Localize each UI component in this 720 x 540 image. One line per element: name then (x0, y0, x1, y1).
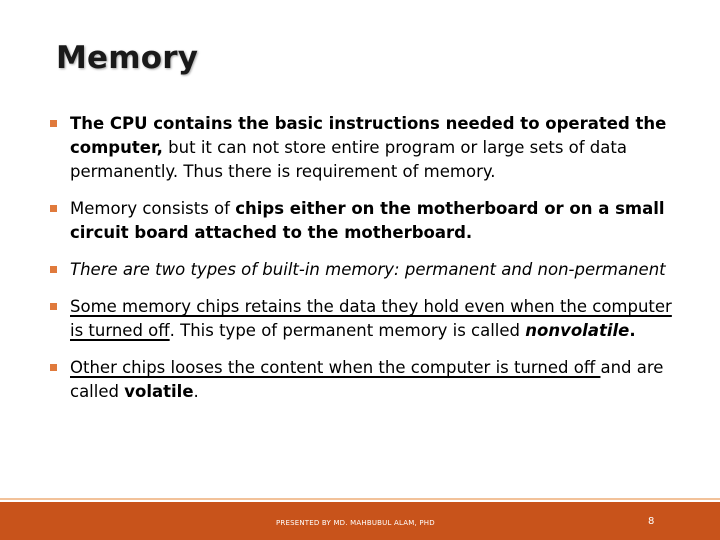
bullet-text-bold: chips either on the motherboard or on a small circuit board attached to the motherboard. (70, 199, 665, 242)
bullet-text-bold: . (629, 321, 636, 340)
bullet-text-bold: The CPU contains the basic instructions needed to operated the computer, (70, 114, 667, 157)
footer-presenter: PRESENTED BY MD. MAHBUBUL ALAM, PHD (276, 519, 435, 527)
square-bullet-icon (50, 303, 57, 310)
square-bullet-icon (50, 205, 57, 212)
footer-divider (0, 498, 720, 500)
bullet-item (50, 258, 690, 282)
square-bullet-icon (50, 120, 57, 127)
keyword-volatile: volatile (124, 382, 194, 401)
bullet-text: . (193, 382, 199, 401)
bullet-text-underlined: Other chips looses the content when the computer is turned off (70, 358, 601, 377)
square-bullet-icon (50, 364, 57, 371)
square-bullet-icon (50, 266, 57, 273)
bullet-text: . This type of permanent memory is called (169, 321, 526, 340)
bullet-text: and are called (70, 358, 664, 401)
page-number: 8 (648, 516, 655, 527)
bullet-text: but it can not store entire program or large sets of data permanently. Thus there is requirement of memory. (70, 138, 627, 181)
bullet-text-underlined: Some memory chips retains the data they hold even when the computer is turned off (70, 297, 672, 340)
page-title: Memory (56, 40, 199, 76)
bullet-item (50, 112, 690, 184)
bullet-text-italic: There are two types of built-in memory: permanent and non-permanent (70, 260, 666, 279)
bullet-text: Memory consists of (70, 199, 236, 218)
bullet-list (50, 112, 690, 417)
keyword-nonvolatile: nonvolatile (525, 321, 630, 340)
bullet-item (50, 356, 690, 404)
bullet-item (50, 295, 690, 343)
bullet-item (50, 197, 690, 245)
